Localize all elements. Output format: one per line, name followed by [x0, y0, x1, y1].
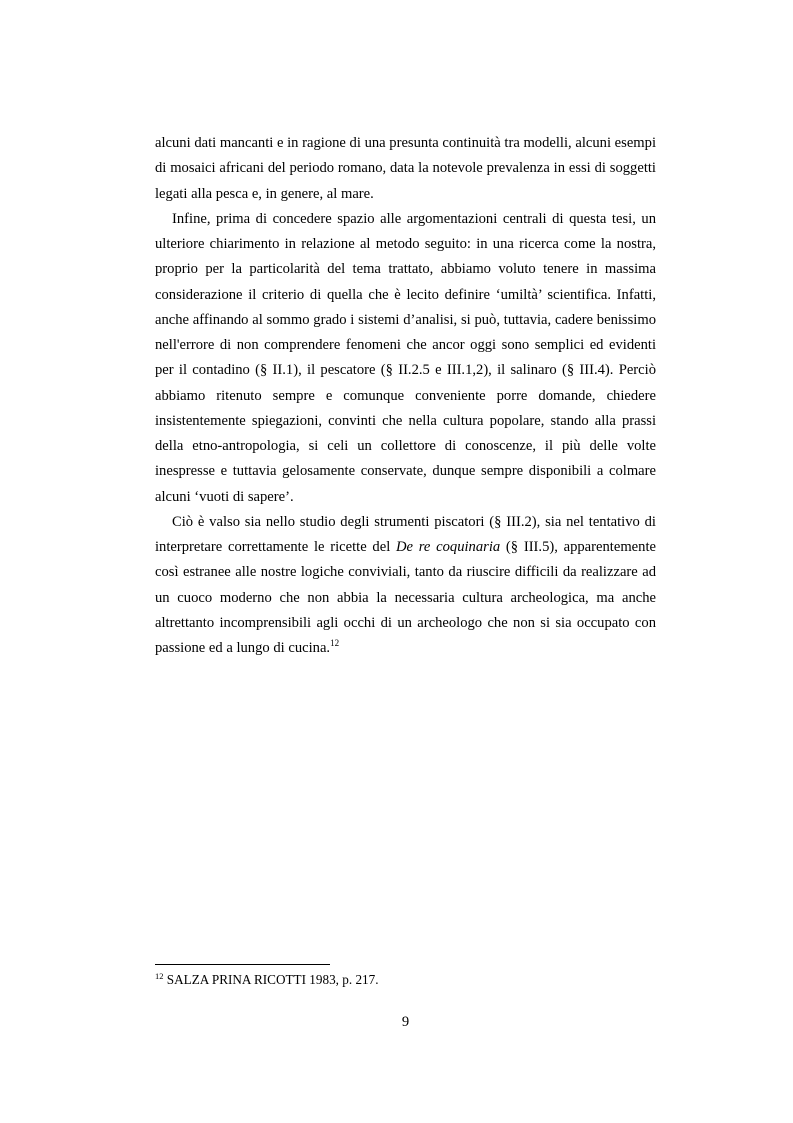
footnote-number: 12 — [155, 971, 164, 981]
paragraph-application-start: Ciò è valso sia nello studio degli strumenti piscatori (§ III.2), sia nel tentativo di interpretare correttamente le ricette del — [155, 513, 656, 555]
paragraph-method: Infine, prima di concedere spazio alle argomentazioni centrali di questa tesi, un ulteriore chiarimento in relazione al metodo seguito: in una ricerca come la nostra, proprio per la particolarità del tema trattato, abbiamo voluto tenere in massima considerazione il criterio di quella che è lecito definire ‘umiltà’ scientifica. Infatti, anche affinando al sommo grado i sistemi d’analisi, si può, tuttavia, cadere benissimo nell'errore di non comprendere fenomeni che ancor oggi sono semplici ed evidenti per il contadino (§ II.1), il pescatore (§ II.2.5 e III.1,2), il salinaro (§ III.4). Perciò abbiamo ritenuto sempre e comunque conveniente porre domande, chiedere insistentemente spiegazioni, convinti che nella cultura popolare, stando alla prassi della etno-antropologia, si celi un collettore di conoscenze, il più delle volte inespresse e tuttavia gelosamente conservate, dunque sempre disponibili a colmare alcuni ‘vuoti di sapere’. — [155, 210, 656, 505]
footnote — [155, 971, 656, 989]
body-text — [155, 131, 656, 661]
footnote-text: SALZA PRINA RICOTTI 1983, p. 217. — [163, 972, 379, 987]
paragraph-application-end: (§ III.5), apparentemente così estranee alle nostre logiche conviviali, tanto da riuscire difficili da realizzare ad un cuoco moderno che non abbia la necessaria cultura archeologica, ma anche altrettanto incomprensibili agli occhi di un archeologo che non si sia occupato con passione ed a lungo di cucina. — [155, 539, 656, 656]
book-title-italic: De re coquinaria — [396, 539, 501, 555]
paragraph-application — [155, 510, 656, 662]
page-number: 9 — [401, 1014, 410, 1030]
paragraph-continuation: alcuni dati mancanti e in ragione di una presunta continuità tra modelli, alcuni esempi di mosaici africani del periodo romano, data la notevole prevalenza in essi di soggetti legati alla pesca e, in genere, al mare. — [155, 135, 656, 202]
footnote-reference[interactable]: 12 — [330, 638, 340, 648]
footnote-separator — [155, 964, 330, 965]
